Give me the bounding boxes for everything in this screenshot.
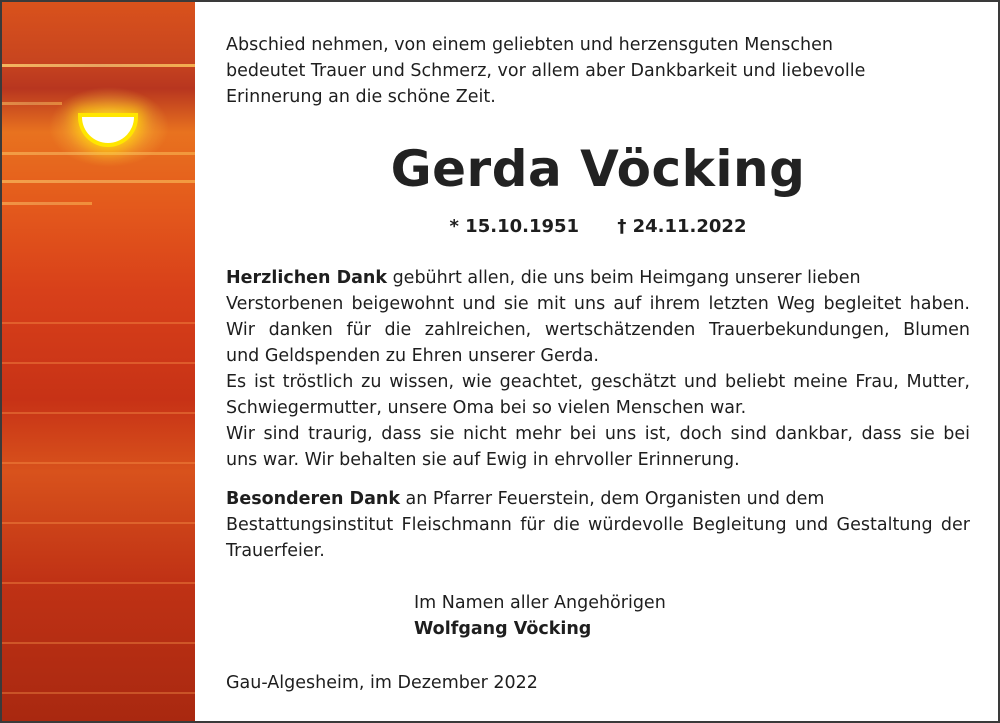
special-thanks-line: Bestattungsinstitut Fleischmann für die würdevolle Begleitung und Gestaltung der <box>226 515 970 535</box>
thanks-line: und Geldspenden zu Ehren unserer Gerda. <box>226 346 599 366</box>
deceased-name: Gerda Vöcking <box>390 140 806 198</box>
thanks-line: Wir danken für die zahlreichen, wertschätzenden Trauerbekundungen, Blumen <box>226 320 970 340</box>
thanks-line: Es ist tröstlich zu wissen, wie geachtet, geschätzt und beliebt meine Frau, Mutter, <box>226 372 970 392</box>
thanks-text: gebührt allen, die uns beim Heimgang unserer lieben <box>387 268 861 288</box>
thanks-lead: Herzlichen Dank <box>226 268 388 288</box>
birth-date: * 15.10.1951 <box>449 216 580 237</box>
death-date: † 24.11.2022 <box>617 216 747 237</box>
on-behalf-text: Im Namen aller Angehörigen <box>414 593 666 613</box>
thanks-line: Wir sind traurig, dass sie nicht mehr bei uns ist, doch sind dankbar, dass sie bei <box>226 424 970 444</box>
intro-line: Abschied nehmen, von einem geliebten und herzensguten Menschen <box>226 35 833 55</box>
thanks-line: Schwiegermutter, unsere Oma bei so vielen Menschen war. <box>226 398 747 418</box>
thanks-line: uns war. Wir behalten sie auf Ewig in ehrvoller Erinnerung. <box>226 450 740 470</box>
place-date: Gau-Algesheim, im Dezember 2022 <box>226 673 538 693</box>
intro-line: bedeutet Trauer und Schmerz, vor allem aber Dankbarkeit und liebevolle <box>226 61 866 81</box>
life-dates <box>226 216 970 237</box>
thanks-line: Verstorbenen beigewohnt und sie mit uns auf ihrem letzten Weg begleitet haben. <box>226 294 970 314</box>
special-thanks-lead: Besonderen Dank <box>226 489 400 509</box>
special-thanks-text: an Pfarrer Feuerstein, dem Organisten und dem <box>399 489 825 509</box>
thanks-line <box>226 265 970 291</box>
intro-line: Erinnerung an die schöne Zeit. <box>226 87 496 107</box>
sunset-photo <box>2 2 195 723</box>
sun-icon <box>82 117 134 143</box>
special-thanks-line <box>226 486 970 512</box>
special-thanks-line: Trauerfeier. <box>226 541 325 561</box>
signer-name: Wolfgang Vöcking <box>414 619 592 639</box>
